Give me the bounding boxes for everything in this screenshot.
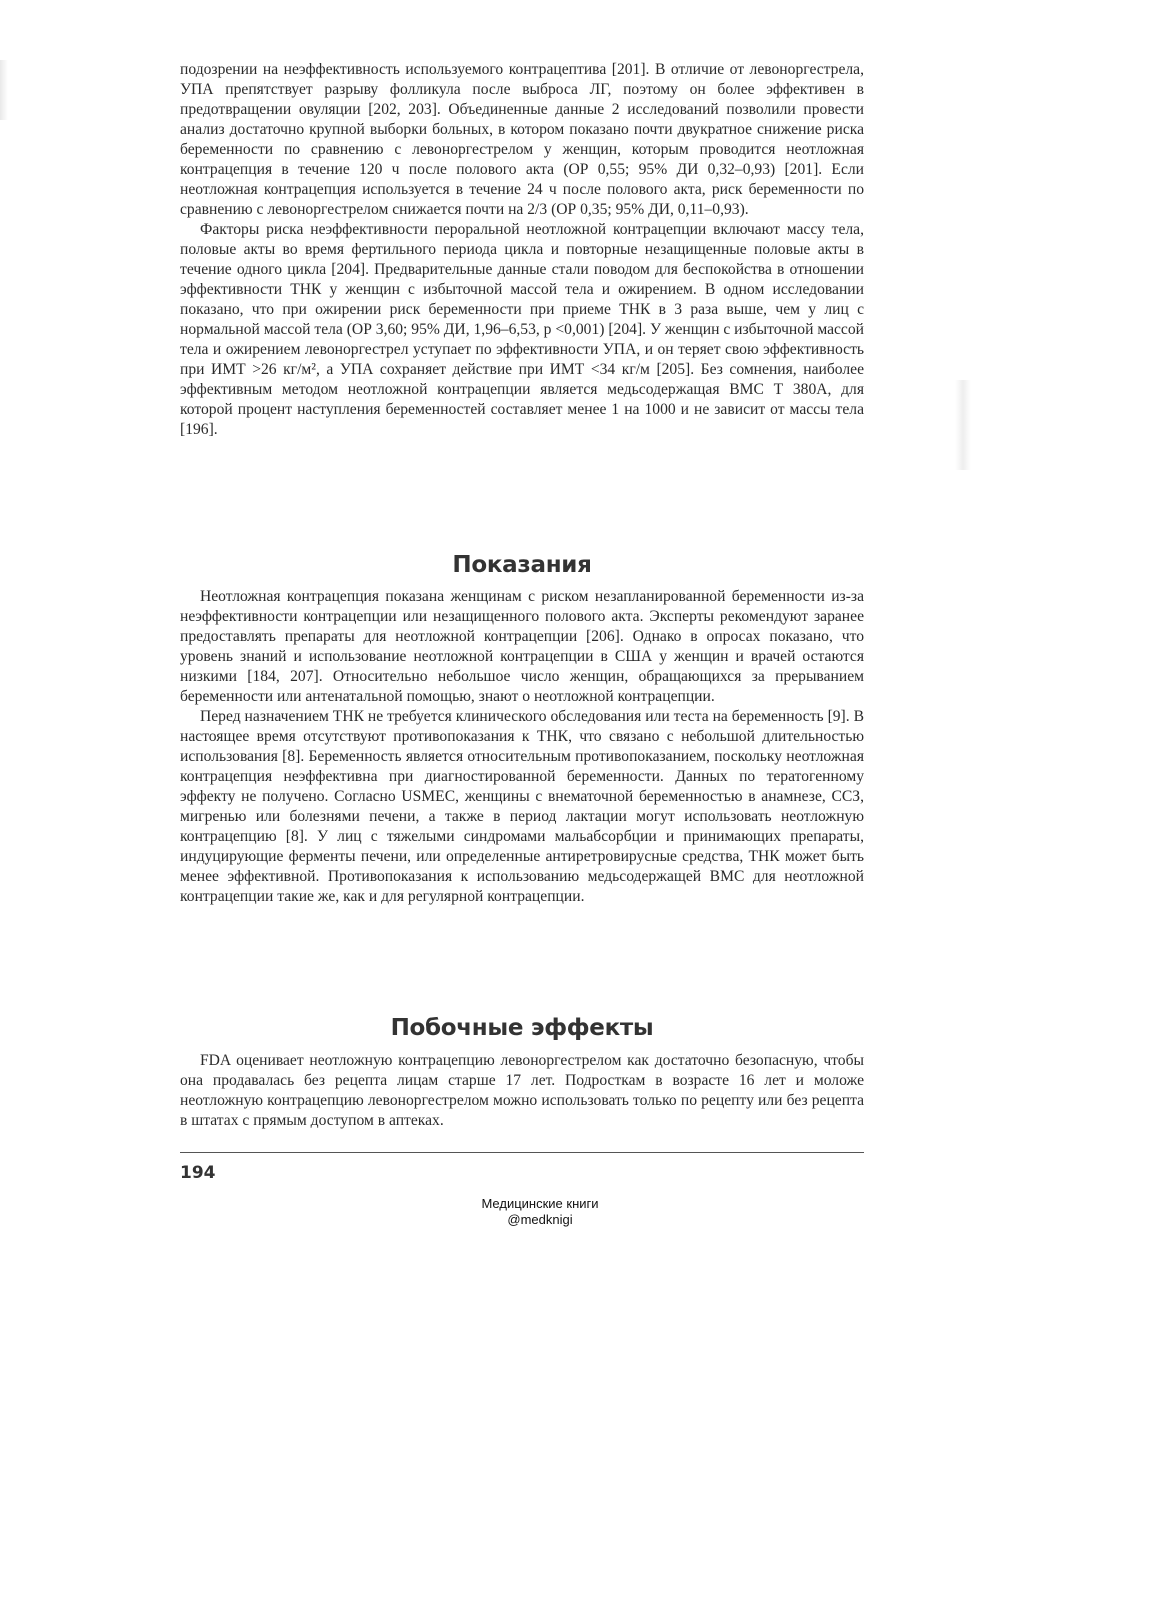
section-heading-indications: Показания xyxy=(452,552,592,578)
scan-bleed-mark xyxy=(955,380,971,470)
paragraph: FDA оценивает неотложную контрацепцию левоноргестрелом как достаточно безопасную, чтобы она продавалась без рецепта лицам старше 17 лет. Подросткам в возрасте 16 лет и моложе неотложную контрацепцию левоноргестрелом можно использовать только по рецепту или без рецепта в штатах с прямым доступом в аптеках. xyxy=(180,1052,864,1129)
paragraph: Факторы риска неэффективности пероральной неотложной контрацепции включают массу тела, половые акты во время фертильного периода цикла и повторные незащищенные половые акты в течение одного цикла [204]. Предварительные данные стали поводом для беспокойства в отношении эффективности ТНК у женщин с избыточной массой тела и ожирением. В одном исследовании показано, что при ожирении риск беременности при приеме ТНК в 3 раза выше, чем у лиц с нормальной массой тела (ОР 3,60; 95% ДИ, 1,96–6,53, p <0,001) [204]. У женщин с избыточной массой тела и ожирением левоноргестрел уступает по эффективности УПА, и он теряет свою эффективность при ИМТ >26 кг/м², а УПА сохраняет действие при ИМТ <34 кг/м [205]. Без сомнения, наиболее эффективным методом неотложной контрацепции является медьсодержащая ВМС Т 380А, для которой процент наступления беременностей составляет менее 1 на 1000 и не зависит от массы тела [196]. xyxy=(180,221,864,438)
paragraph: подозрении на неэффективность используемого контрацептива [201]. В отличие от левоноргестрела, УПА препятствует разрыву фолликула после выброса ЛГ, поэтому он более эффективен в предотвращении овуляции [202, 203]. Объединенные данные 2 исследований позволили провести анализ достаточно крупной выборки больных, в котором показано почти двукратное снижение риска беременности по сравнению с левоноргестрелом у женщин, которым проводится неотложная контрацепция в течение 120 ч после полового акта (ОР 0,55; 95% ДИ 0,32–0,93) [201]. Если неотложная контрацепция используется в течение 24 ч после полового акта, риск беременности по сравнению с левоноргестрелом снижается почти на 2/3 (ОР 0,35; 95% ДИ, 0,11–0,93). xyxy=(180,61,864,218)
body-text-side-effects xyxy=(180,1051,864,1131)
footer-divider xyxy=(180,1152,864,1153)
paragraph: Неотложная контрацепция показана женщинам с риском незапланированной беременности из-за неэффективности контрацепции или незащищенного полового акта. Эксперты рекомендуют заранее предоставлять препараты для неотложной контрацепции [206]. Однако в опросах показано, что уровень знаний и использование неотложной контрацепции в США у женщин и врачей остаются низкими [184, 207]. Относительно небольшое число женщин, обращающихся за прерыванием беременности или антенатальной помощью, знают о неотложной контрацепции. xyxy=(180,588,864,705)
paragraph: Перед назначением ТНК не требуется клинического обследования или теста на беременность [9]. В настоящее время отсутствуют противопоказания к ТНК, что связано с небольшой длительностью использования [8]. Беременность является относительным противопоказанием, поскольку неотложная контрацепция неэффективна при диагностированной беременности. Данных по тератогенному эффекту не получено. Согласно USMEC, женщины с внематочной беременностью в анамнезе, ССЗ, мигренью или болезнями печени, а также в период лактации могут использовать неотложную контрацепцию [8]. У лиц с тяжелыми синдромами мальабсорбции и принимающих препараты, индуцирующие ферменты печени, или определенные антиретровирусные средства, ТНК может быть менее эффективной. Противопоказания к использованию медьсодержащей ВМС для неотложной контрацепции такие же, как и для регулярной контрацепции. xyxy=(180,708,864,905)
body-text-indications xyxy=(180,587,864,907)
watermark-line-1: Медицинские книги xyxy=(481,1196,599,1211)
page-number: 194 xyxy=(180,1163,216,1183)
body-text-top xyxy=(180,60,864,440)
section-heading-side-effects: Побочные эффекты xyxy=(390,1015,654,1041)
scan-edge-shadow xyxy=(0,60,8,120)
watermark xyxy=(380,1196,700,1228)
watermark-line-2: @medknigi xyxy=(507,1212,573,1227)
